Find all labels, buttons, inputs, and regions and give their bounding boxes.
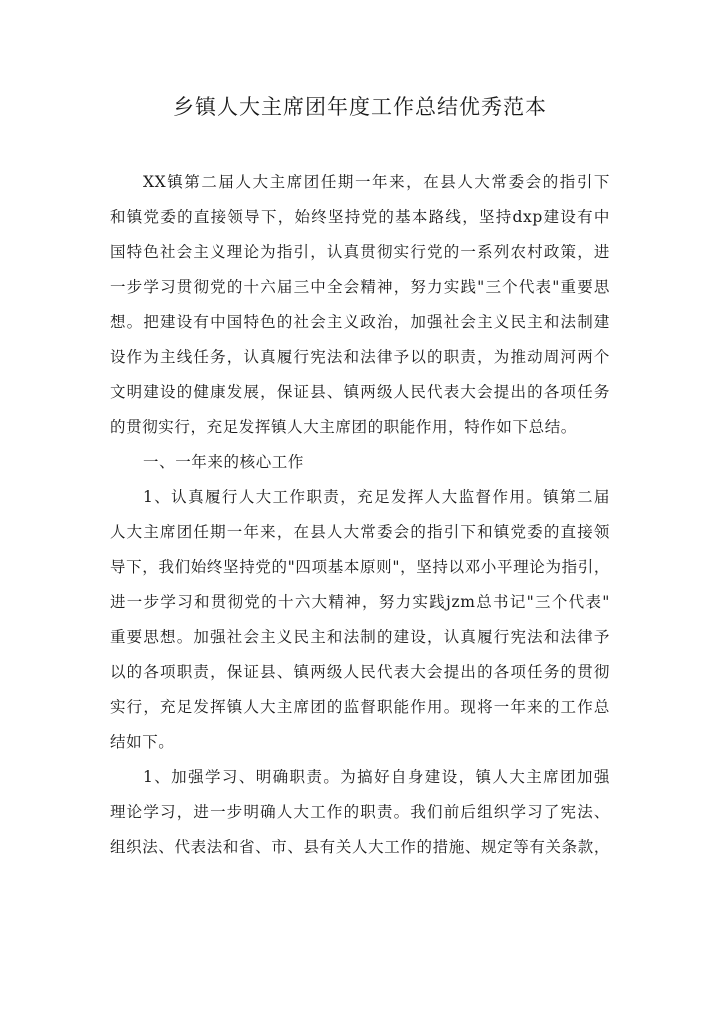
paragraph-line: 以的各项职责，保证县、镇两级人民代表大会提出的各项任务的贯彻 — [110, 663, 610, 681]
section-heading: 一、一年来的核心工作 — [143, 453, 305, 471]
paragraph-line: 和镇党委的直接领导下，始终坚持党的基本路线，坚持dxp建设有中 — [110, 208, 610, 226]
paragraph-line: 想。把建设有中国特色的社会主义政治，加强社会主义民主和法制建 — [110, 313, 610, 331]
paragraph-line: 的贯彻实行，充足发挥镇人大主席团的职能作用，特作如下总结。 — [110, 418, 577, 436]
paragraph-line: 人大主席团任期一年来，在县人大常委会的指引下和镇党委的直接领 — [110, 523, 610, 541]
paragraph-line: 组织法、代表法和省、市、县有关人大工作的措施、规定等有关条款， — [110, 838, 610, 856]
document-title: 乡镇人大主席团年度工作总结优秀范本 — [173, 95, 547, 119]
paragraph-line: 一步学习贯彻党的十六届三中全会精神，努力实践"三个代表"重要思 — [110, 278, 610, 296]
paragraph-line: 进一步学习和贯彻党的十六大精神，努力实践jzm总书记"三个代表" — [110, 593, 610, 611]
paragraph-line: 文明建设的健康发展，保证县、镇两级人民代表大会提出的各项任务 — [110, 383, 610, 401]
paragraph-line: 重要思想。加强社会主义民主和法制的建设，认真履行宪法和法律予 — [110, 628, 610, 646]
paragraph-line: XX镇第二届人大主席团任期一年来，在县人大常委会的指引下 — [143, 173, 610, 191]
paragraph-line: 1、认真履行人大工作职责，充足发挥人大监督作用。镇第二届 — [143, 488, 610, 506]
paragraph-line: 设作为主线任务，认真履行宪法和法律予以的职责，为推动周河两个 — [110, 348, 610, 366]
paragraph-line: 国特色社会主义理论为指引，认真贯彻实行党的一系列农村政策，进 — [110, 243, 610, 261]
paragraph-line: 导下，我们始终坚持党的"四项基本原则"，坚持以邓小平理论为指引， — [110, 558, 610, 576]
paragraph-line: 1、加强学习、明确职责。为搞好自身建设，镇人大主席团加强 — [143, 768, 610, 786]
paragraph-line: 理论学习，进一步明确人大工作的职责。我们前后组织学习了宪法、 — [110, 803, 610, 821]
paragraph-line: 结如下。 — [110, 733, 175, 751]
paragraph-line: 实行，充足发挥镇人大主席团的监督职能作用。现将一年来的工作总 — [110, 698, 610, 716]
